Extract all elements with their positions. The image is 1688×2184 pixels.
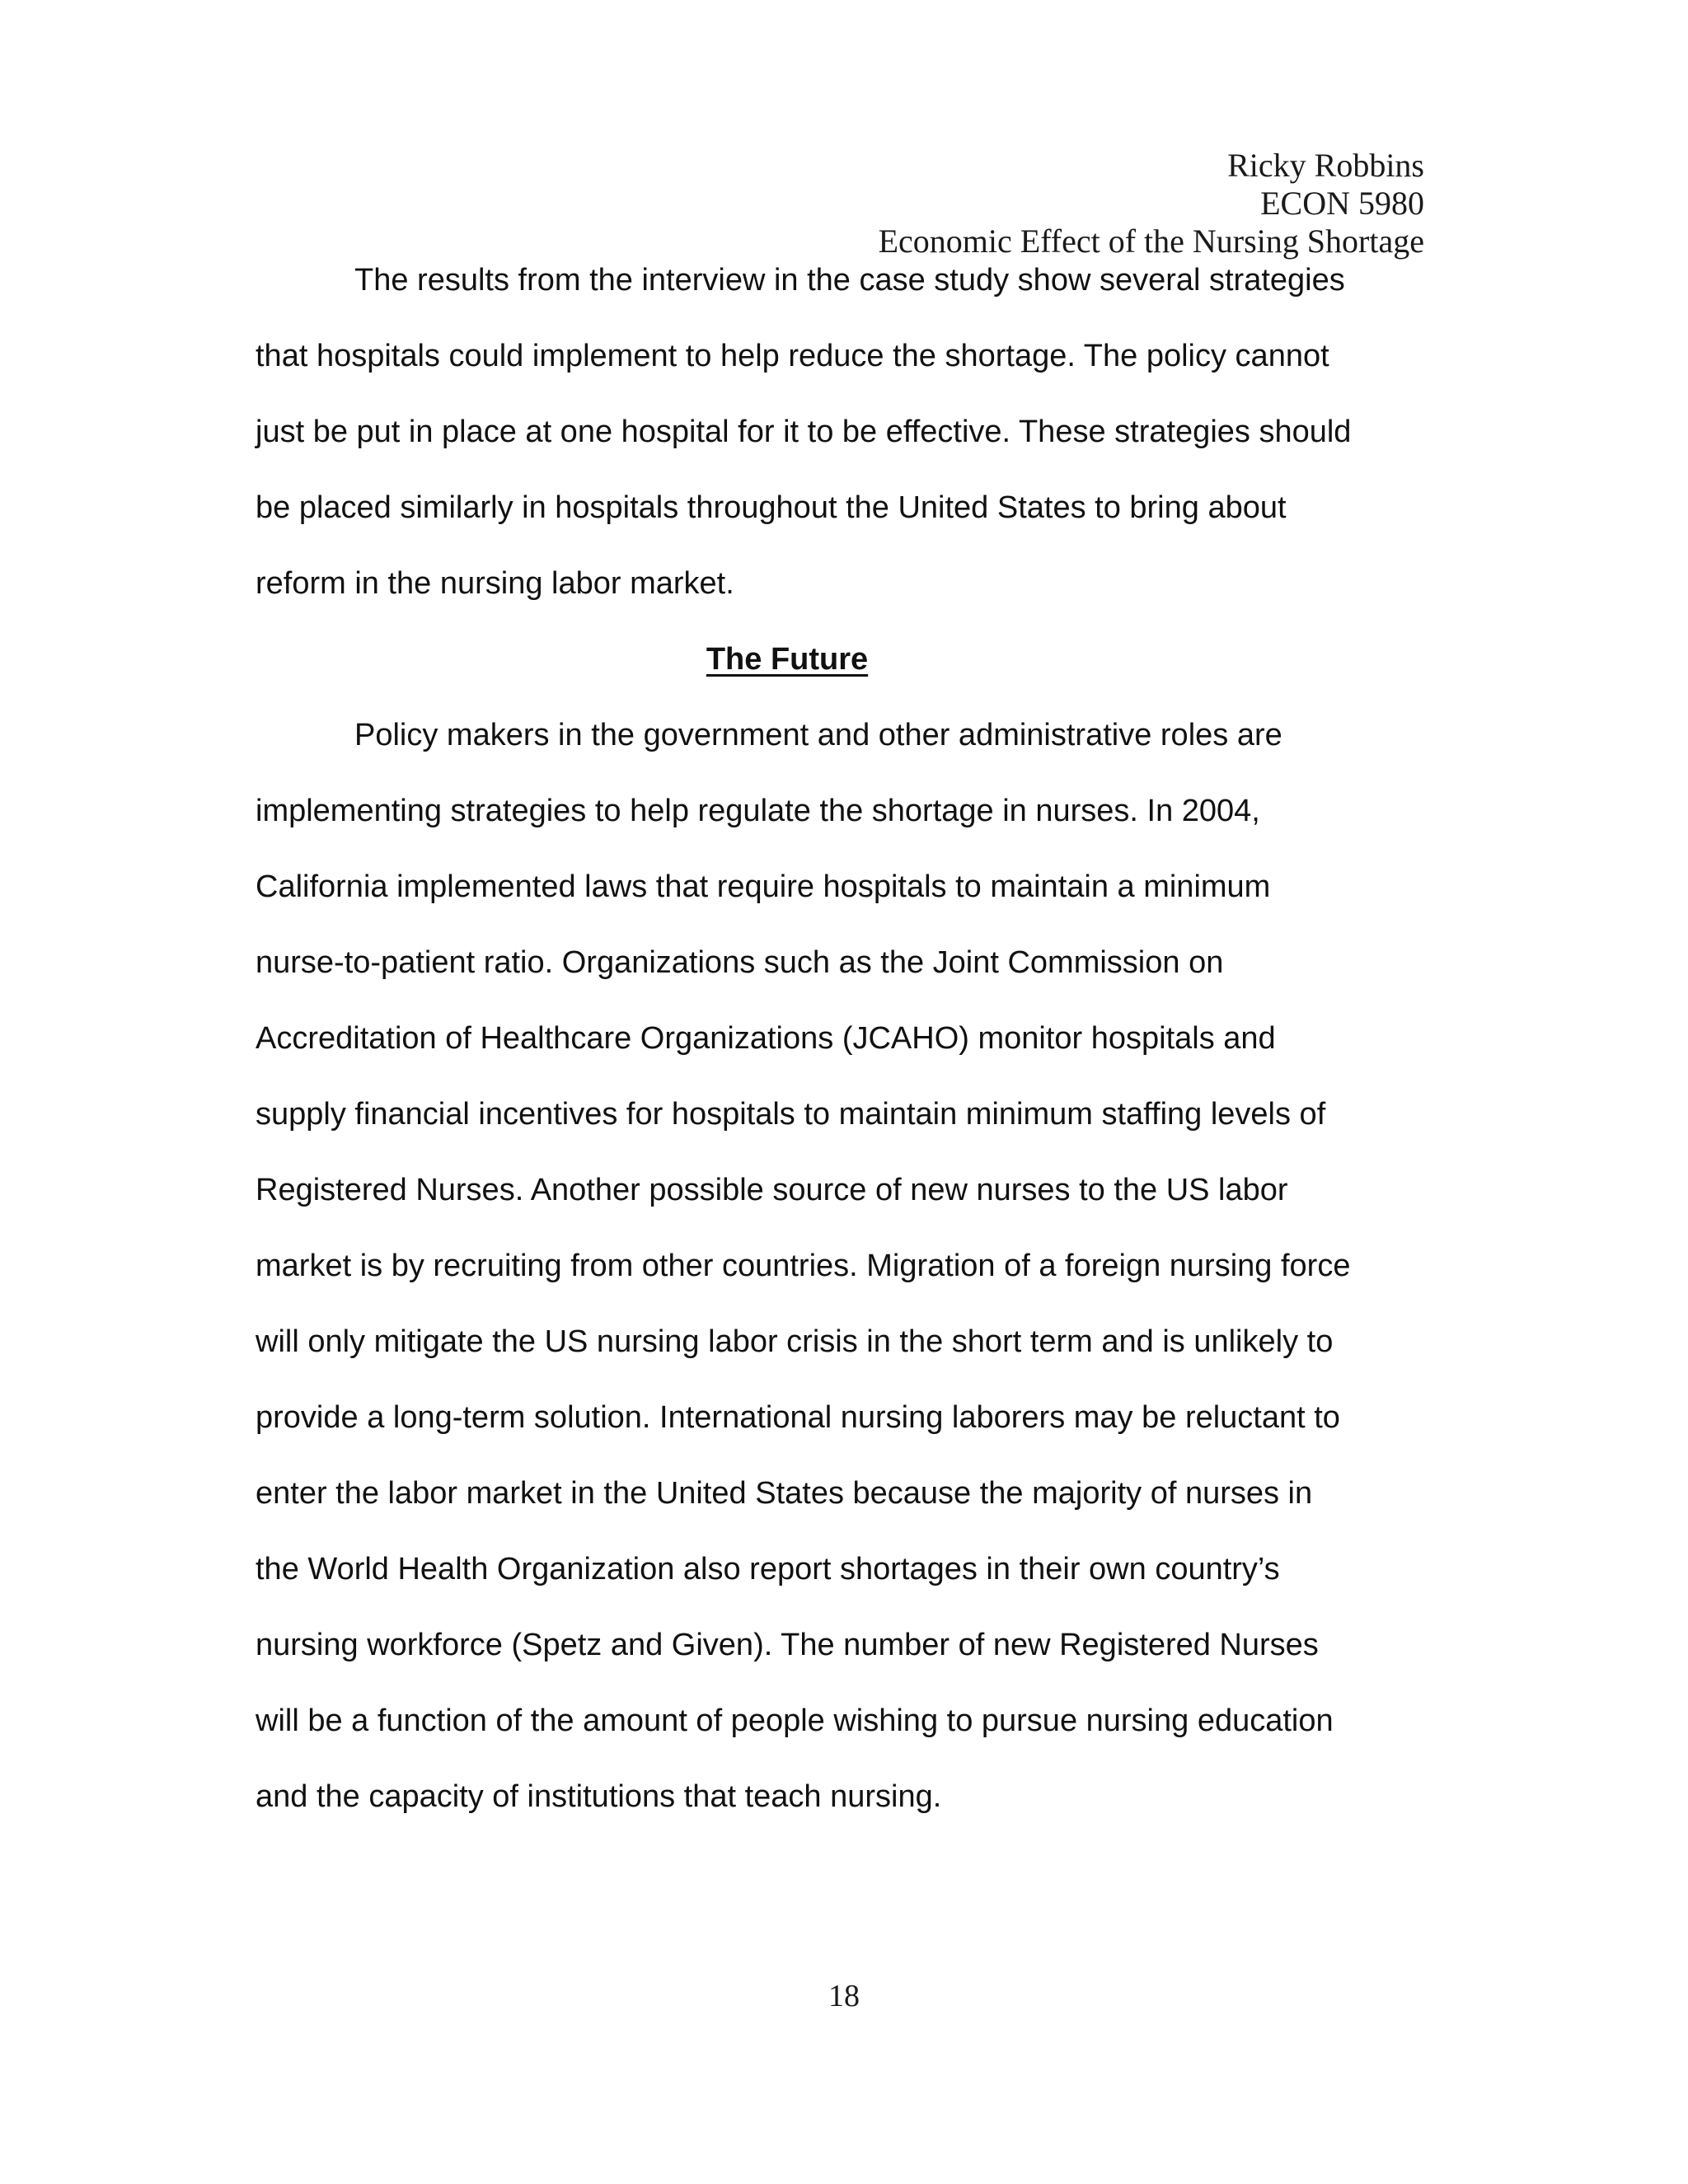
text-line: enter the labor market in the United States because the majority of nurses in <box>256 1476 1313 1511</box>
text-line: nurse-to-patient ratio. Organizations such as the Joint Commission on <box>256 945 1224 980</box>
text-line: Policy makers in the government and other administrative roles are <box>354 718 1282 752</box>
text-line: will be a function of the amount of people wishing to pursue nursing education <box>256 1704 1334 1738</box>
paragraph-future <box>256 710 1426 1848</box>
running-header <box>879 147 1424 260</box>
paragraph-strategies <box>256 255 1426 635</box>
text-line: implementing strategies to help regulate the shortage in nurses. In 2004, <box>256 794 1260 828</box>
text-line: supply financial incentives for hospitals to maintain minimum staffing levels of <box>256 1097 1326 1132</box>
text-line: Accreditation of Healthcare Organizations (JCAHO) monitor hospitals and <box>256 1021 1276 1056</box>
text-line: market is by recruiting from other countries. Migration of a foreign nursing force <box>256 1249 1351 1283</box>
text-line: be placed similarly in hospitals throughout the United States to bring about <box>256 490 1287 525</box>
text-line: California implemented laws that require hospitals to maintain a minimum <box>256 869 1271 904</box>
header-course: ECON 5980 <box>1260 185 1424 222</box>
text-line: that hospitals could implement to help reduce the shortage. The policy cannot <box>256 339 1329 373</box>
text-line: the World Health Organization also report shortages in their own country’s <box>256 1552 1280 1586</box>
section-heading: The Future <box>706 642 869 677</box>
header-author: Ricky Robbins <box>1227 147 1424 184</box>
text-line: just be put in place at one hospital for it to be effective. These strategies should <box>256 415 1352 449</box>
page-number: 18 <box>828 1979 860 2013</box>
text-line: will only mitigate the US nursing labor crisis in the short term and is unlikely to <box>256 1324 1334 1359</box>
body-text <box>256 255 1426 1848</box>
text-line: nursing workforce (Spetz and Given). The number of new Registered Nurses <box>256 1628 1319 1662</box>
text-line: and the capacity of institutions that teach nursing. <box>256 1779 942 1814</box>
text-line: Registered Nurses. Another possible source of new nurses to the US labor <box>256 1173 1288 1207</box>
text-line: reform in the nursing labor market. <box>256 566 734 601</box>
text-line: provide a long-term solution. International nursing laborers may be reluctant to <box>256 1400 1340 1435</box>
text-line: The results from the interview in the case study show several strategies <box>354 263 1345 298</box>
header-title: Economic Effect of the Nursing Shortage <box>878 223 1424 260</box>
